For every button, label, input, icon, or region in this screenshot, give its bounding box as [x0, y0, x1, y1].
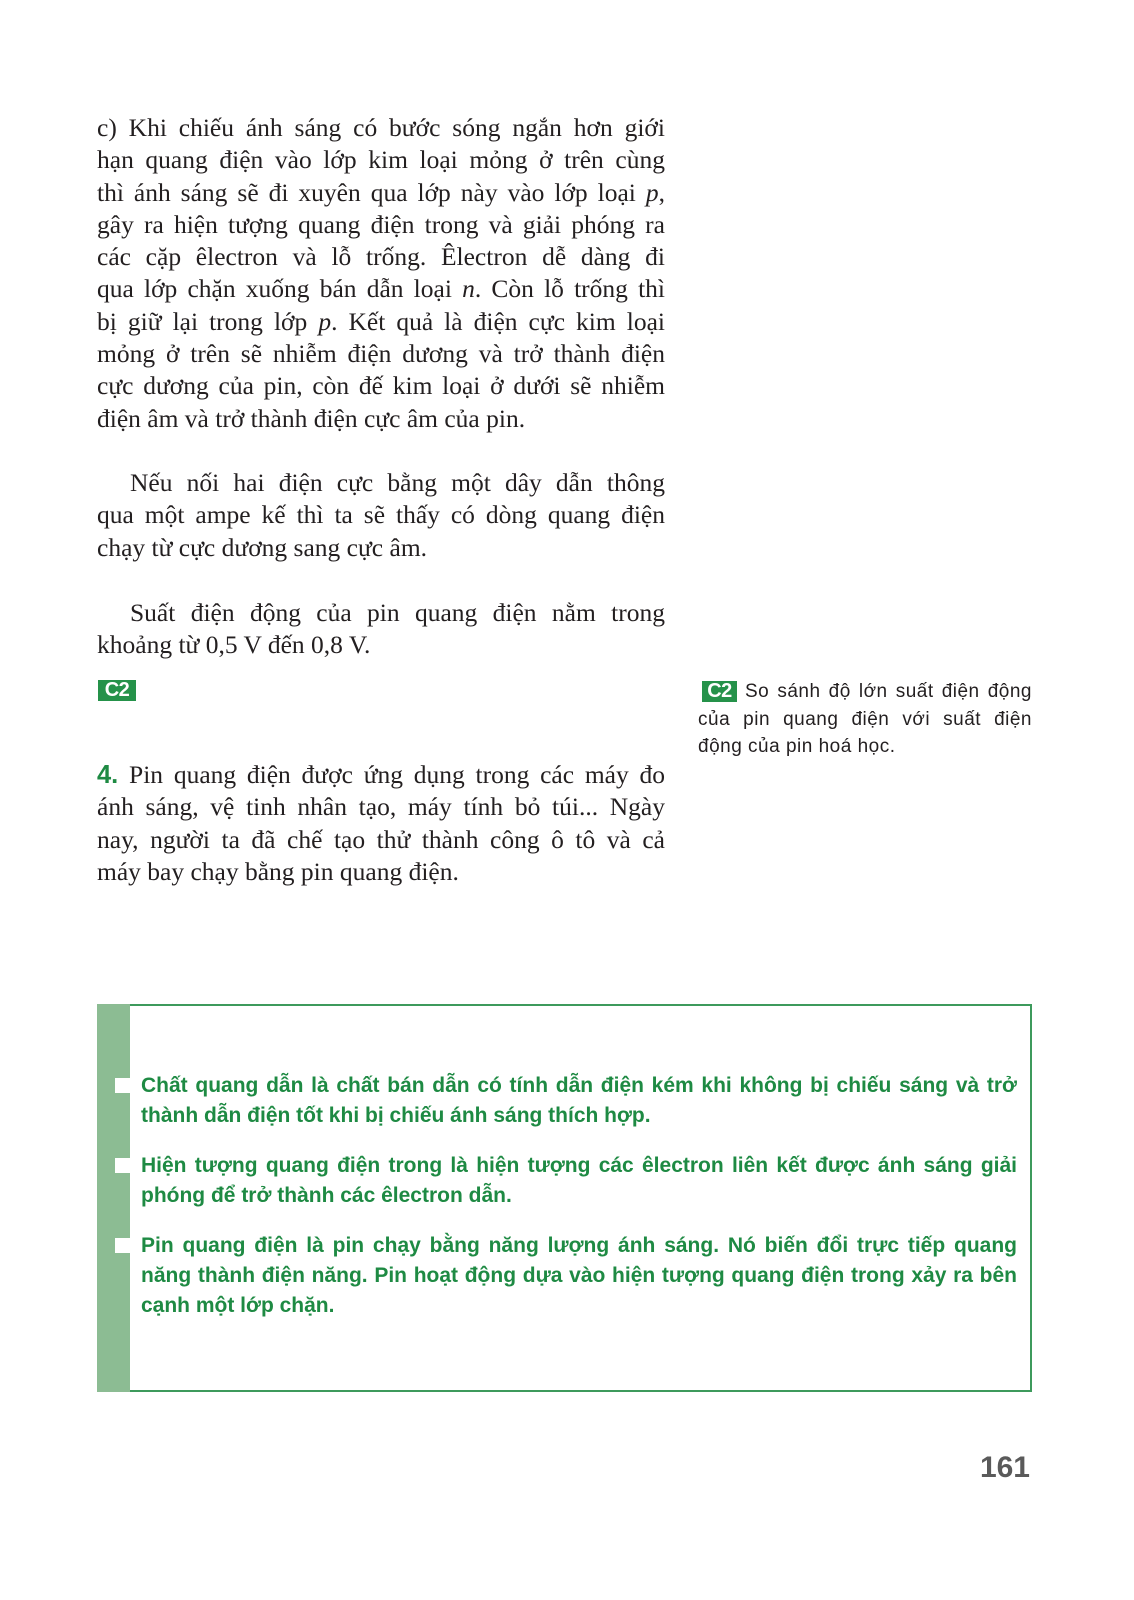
text-line: điện âm và trở thành điện cực âm của pin. — [97, 403, 526, 433]
text-segment: , — [658, 177, 665, 207]
summary-item-text — [141, 1071, 1017, 1131]
text-segment: bị giữ lại trong lớp — [97, 306, 319, 336]
paragraph-emf-range — [97, 597, 665, 662]
text-line: Nếu nối hai điện cực bằng một dây dẫn thông — [130, 468, 665, 497]
text-segment: . Kết quả là điện cực kim loại — [331, 306, 665, 336]
summary-item — [141, 1231, 1017, 1321]
text-line — [97, 177, 665, 209]
text-segment: qua lớp chặn xuống bán dẫn loại — [97, 274, 463, 304]
paragraph-c-photoelectric-process — [97, 112, 665, 435]
text-segment: . Còn lỗ trống thì — [474, 274, 665, 304]
text-line: gây ra hiện tượng quang điện trong và giải phóng ra — [97, 209, 665, 239]
text-line: hạn quang điện vào lớp kim loại mỏng ở trên cùng — [97, 145, 665, 175]
text-line: động của pin hoá học. — [698, 736, 896, 757]
text-line: Hiện tượng quang điện trong là hiện tượng các êlectron liên kết được ánh sáng giải — [141, 1154, 1017, 1177]
square-bullet-icon — [115, 1158, 130, 1173]
summary-list — [141, 1071, 1017, 1341]
italic-variable: p — [318, 306, 332, 336]
italic-variable: p — [645, 177, 659, 207]
text-segment: Pin quang điện được ứng dụng trong các máy đo — [118, 760, 665, 789]
section-4-applications — [97, 759, 665, 888]
square-bullet-icon — [115, 1238, 130, 1253]
text-line: qua một ampe kế thì ta sẽ thấy có dòng quang điện — [97, 500, 665, 530]
italic-variable: n — [462, 274, 475, 304]
square-bullet-icon — [115, 1078, 130, 1093]
text-line: Suất điện động của pin quang điện nằm trong — [130, 598, 665, 627]
text-line: ánh sáng, vệ tinh nhân tạo, máy tính bỏ túi... Ngày — [97, 792, 665, 822]
text-line: mỏng ở trên sẽ nhiễm điện dương và trở thành điện — [97, 339, 665, 369]
sidebar-c2-badge: C2 — [702, 681, 737, 702]
paragraph-photocurrent-circuit — [97, 467, 665, 564]
text-segment: thì ánh sáng sẽ đi xuyên qua lớp này vào lớp loại — [97, 177, 646, 207]
text-line: máy bay chạy bằng pin quang điện. — [97, 856, 459, 886]
summary-box — [97, 1004, 1032, 1392]
text-line: nay, người ta đã chế tạo thử thành công ô tô và cả — [97, 824, 665, 854]
text-line: Pin quang điện là pin chạy bằng năng lượng ánh sáng. Nó biến đổi trực tiếp quang — [141, 1234, 1017, 1257]
summary-item — [141, 1071, 1017, 1131]
text-line: khoảng từ 0,5 V đến 0,8 V. — [97, 630, 371, 660]
text-line: của pin quang điện với suất điện — [698, 708, 1032, 730]
text-line: Chất quang dẫn là chất bán dẫn có tính dẫn điện kém khi không bị chiếu sáng và trở — [141, 1074, 1017, 1097]
sidebar-question-c2 — [698, 678, 1032, 761]
text-line: So sánh độ lớn suất điện động — [745, 681, 1032, 702]
text-line: chạy từ cực dương sang cực âm. — [97, 532, 428, 562]
text-line — [97, 273, 665, 305]
section-number: 4. — [97, 761, 119, 789]
question-c2-badge: C2 — [98, 680, 136, 701]
summary-item — [141, 1151, 1017, 1211]
summary-item-text — [141, 1151, 1017, 1211]
text-line — [97, 306, 665, 338]
text-line: c) Khi chiếu ánh sáng có bước sóng ngắn hơn giới — [97, 113, 665, 142]
text-line: phóng để trở thành các êlectron dẫn. — [141, 1184, 512, 1207]
text-line: các cặp êlectron và lỗ trống. Êlectron dễ dàng đi — [97, 242, 665, 272]
text-line: thành dẫn điện tốt khi bị chiếu ánh sáng thích hợp. — [141, 1104, 651, 1127]
page-number: 161 — [979, 1451, 1030, 1484]
text-line: cực dương của pin, còn đế kim loại ở dưới sẽ nhiễm — [97, 371, 665, 401]
text-line — [97, 759, 665, 791]
summary-side-strip — [97, 1004, 130, 1392]
text-line: năng thành điện năng. Pin hoạt động dựa vào hiện tượng quang điện trong xảy ra bên — [141, 1264, 1017, 1287]
summary-item-text — [141, 1231, 1017, 1321]
text-line: cạnh một lớp chặn. — [141, 1294, 335, 1317]
